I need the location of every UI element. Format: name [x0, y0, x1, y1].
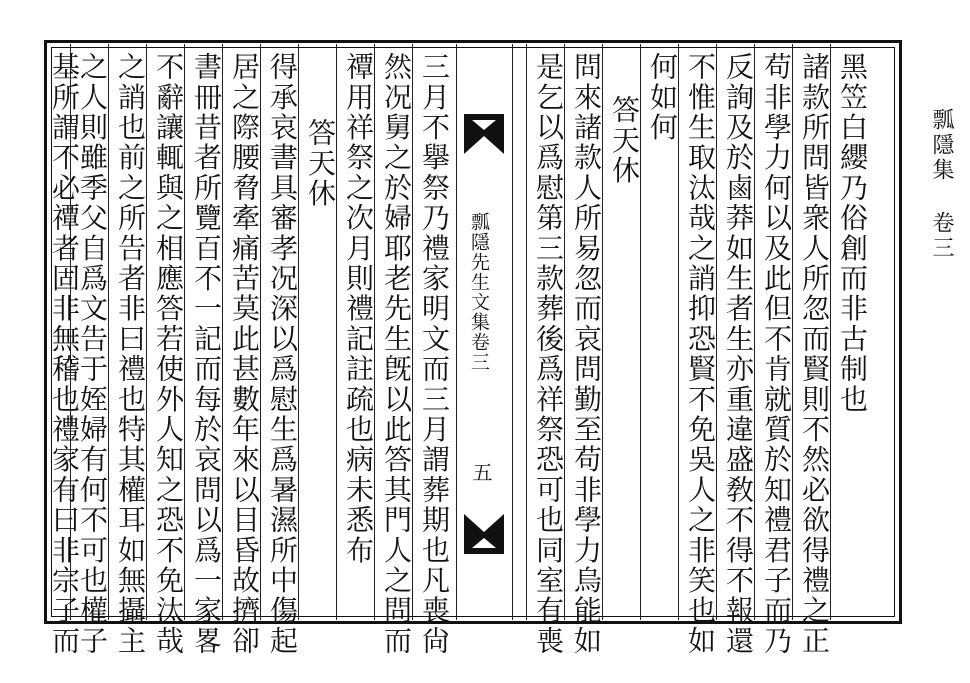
section-heading: 答天休: [304, 118, 337, 209]
text-column-15: 居之際腰脅牽痛苦莫此甚數年來以目昏故擠卻: [228, 52, 261, 656]
text-column-18: 之誚也前之所告者非曰禮也特其權耳如無攝主: [114, 52, 147, 656]
section-heading: 答天休: [608, 95, 641, 186]
fold-title: 瓢隱先生文集卷三: [468, 212, 490, 372]
text-column-10: 三月不擧祭乃禮家明文而三月謂葬期也凡喪尙: [418, 52, 451, 656]
fold-page-number: 五: [469, 462, 493, 482]
center-fold: [456, 44, 512, 620]
text-column-17: 不辭讓輒與之相應答若使外人知之恐不免汰哉: [152, 52, 185, 656]
text-column-5: 不惟生取汰哉之誚抑恐賢不免吳人之非笑也如: [684, 52, 717, 656]
text-column-9: 是乞以爲慰第三款葬後爲祥祭恐可也同室有喪: [532, 52, 565, 656]
fold-rule: [512, 44, 513, 620]
text-column-12: 禫用祥祭之次月則禮記註疏也病未悉布: [342, 52, 375, 566]
fish-tail-ornament-icon: [464, 114, 504, 154]
fish-tail-ornament-icon: [464, 514, 504, 554]
running-header: [930, 108, 952, 261]
text-column-1: 黑笠白纓乃俗創而非古制也: [836, 52, 869, 415]
text-column-16: 書冊昔者所覽百不一記而每於哀問以爲一家畧: [190, 52, 223, 656]
book-title: 瓢隱集: [929, 108, 954, 183]
text-column-14: 得承哀書具審孝况深以爲慰生爲暑濕所中傷起: [266, 52, 299, 656]
volume-label: 卷三: [929, 211, 954, 261]
text-column-6: 何如何: [646, 52, 679, 143]
column-rule: [526, 44, 527, 620]
text-column-4: 反詢及於鹵莽如生者生亦重違盛敎不得不報還: [722, 52, 755, 656]
text-column-8: 問來諸款人所易忽而哀問勤至苟非學力烏能如: [570, 52, 603, 656]
text-column-11: 然况舅之於婦耶老先生旣以此答其門人之問而: [380, 52, 413, 656]
text-column-19: 之人則雖季父自爲文告于姪婦有何不可也權子: [76, 52, 109, 656]
text-column-3: 苟非學力何以及此但不肯就質於知禮君子而乃: [760, 52, 793, 656]
text-column-2: 諸款所問皆衆人所忽而賢則不然必欲得禮之正: [798, 52, 831, 656]
text-column-20: 基所謂不必禫者固非無稽也禮家有曰非宗子而: [48, 52, 81, 656]
fold-rule: [456, 44, 457, 620]
